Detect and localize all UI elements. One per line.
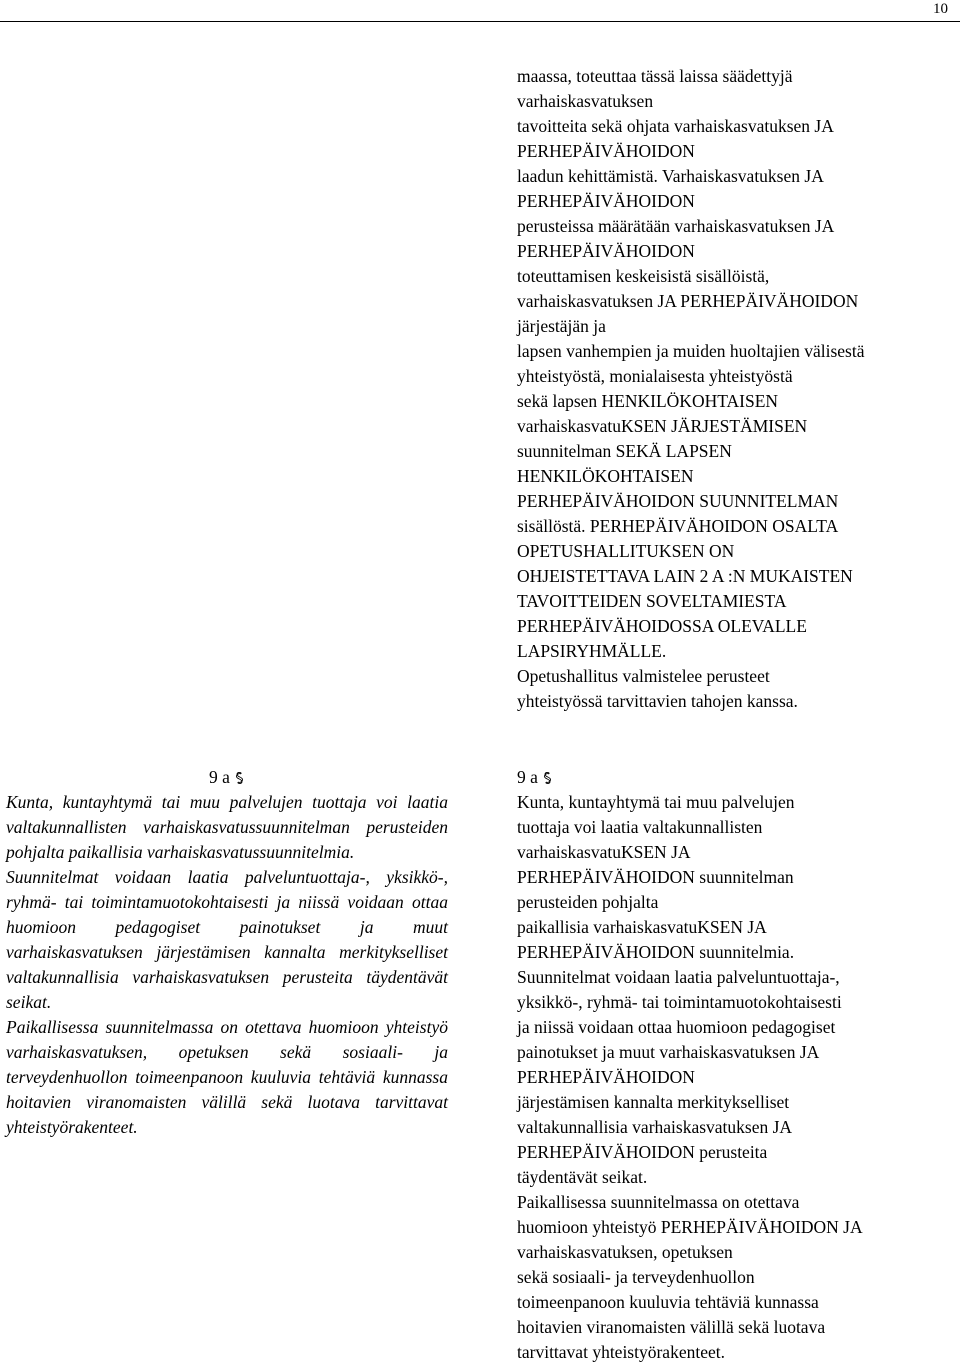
text-line: varhaiskasvatuksen, opetuksen (517, 1242, 733, 1262)
text-line: TAVOITTEIDEN SOVELTAMIESTA (517, 591, 787, 611)
text-line: OPETUSHALLITUKSEN ON (517, 541, 735, 561)
text-line: PERHEPÄIVÄHOIDON SUUNNITELMAN (517, 491, 839, 511)
page-number: 10 (933, 1, 948, 17)
text-line: Suunnitelmat voidaan laatia palveluntuottaja-, (517, 967, 840, 987)
text-line: LAPSIRYHMÄLLE. (517, 641, 667, 661)
text-line: toteuttamisen keskeisistä sisällöistä, (517, 266, 770, 286)
text-line: toimeenpanoon kuuluvia tehtäviä kunnassa (517, 1292, 819, 1312)
text-line: HENKILÖKOHTAISEN (517, 466, 694, 486)
text-line: huomioon yhteistyö PERHEPÄIVÄHOIDON JA (517, 1217, 863, 1237)
text-line: järjestäjän ja (517, 316, 606, 336)
text-line: maassa, toteuttaa tässä laissa säädettyjä (517, 66, 793, 86)
text-line: PERHEPÄIVÄHOIDON (517, 1067, 695, 1087)
text-line: valtakunnallisia varhaiskasvatuksen JA (517, 1117, 793, 1137)
text-line: lapsen vanhempien ja muiden huoltajien välisestä (517, 341, 865, 361)
text-line: PERHEPÄIVÄHOIDON (517, 241, 695, 261)
text-line: perusteissa määrätään varhaiskasvatuksen JA (517, 216, 835, 236)
text-line: yhteistyössä tarvittavien tahojen kanssa. (517, 691, 798, 711)
text-line: varhaiskasvatuKSEN JA (517, 842, 691, 862)
text-line: yksikkö-, ryhmä- tai toimintamuotokohtaisesti (517, 992, 842, 1012)
paragraph: Suunnitelmat voidaan laatia palveluntuottaja-, yksikkö-, ryhmä- tai toimintamuotokohtaisesti ja niissä voidaan ottaa huomioon pedagogiset painotukset ja muut varhaiskasvatuksen järjestämisen kannalta merkitykselliset valtakunnallisia varhaiskasvatuksen perusteita täydentävät seikat. (6, 867, 448, 1012)
text-line: Paikallisessa suunnitelmassa on otettava (517, 1192, 800, 1212)
text-line: perusteiden pohjalta (517, 892, 659, 912)
paragraph: Kunta, kuntayhtymä tai muu palvelujen tuottaja voi laatia valtakunnallisten varhaiskasvatussuunnitelman perusteiden pohjalta paikallisia varhaiskasvatussuunnitelmia. (6, 792, 448, 862)
section-sign-icon (234, 771, 245, 785)
text-line: tuottaja voi laatia valtakunnallisten (517, 817, 763, 837)
text-line: tavoitteita sekä ohjata varhaiskasvatuksen JA (517, 116, 834, 136)
text-line: painotukset ja muut varhaiskasvatuksen JA (517, 1042, 820, 1062)
section-sign-icon (542, 771, 553, 785)
section-number: 9 a (517, 767, 538, 787)
right-column-section-text (517, 765, 863, 1365)
text-line: yhteistyöstä, monialaisesta yhteistyöstä (517, 366, 793, 386)
text-line: Kunta, kuntayhtymä tai muu palvelujen (517, 792, 795, 812)
text-line: varhaiskasvatuksen JA PERHEPÄIVÄHOIDON (517, 291, 859, 311)
text-line: PERHEPÄIVÄHOIDON (517, 191, 695, 211)
section-number: 9 a (209, 767, 230, 787)
text-line: sekä lapsen HENKILÖKOHTAISEN (517, 391, 779, 411)
text-line: Opetushallitus valmistelee perusteet (517, 666, 770, 686)
text-line: täydentävät seikat. (517, 1167, 648, 1187)
section-heading (517, 765, 863, 790)
text-line: PERHEPÄIVÄHOIDON perusteita (517, 1142, 768, 1162)
text-line: sisällöstä. PERHEPÄIVÄHOIDON OSALTA (517, 516, 839, 536)
text-line: tarvittavat yhteistyörakenteet. (517, 1342, 725, 1362)
text-line: paikallisia varhaiskasvatuKSEN JA (517, 917, 767, 937)
text-line: laadun kehittämistä. Varhaiskasvatuksen JA (517, 166, 824, 186)
text-line: PERHEPÄIVÄHOIDON suunnitelmia. (517, 942, 795, 962)
section-heading (6, 765, 448, 790)
text-line: suunnitelman SEKÄ LAPSEN (517, 441, 732, 461)
paragraph: Paikallisessa suunnitelmassa on otettava huomioon yhteistyö varhaiskasvatuksen, opetuksen sekä sosiaali- ja terveydenhuollon toimeenpanoon kuuluvia tehtäviä kunnassa hoitavien viranomaisten välillä sekä luotava tarvittavat yhteistyörakenteet. (6, 1017, 448, 1137)
text-line: hoitavien viranomaisten välillä sekä luotava (517, 1317, 826, 1337)
header-rule (0, 21, 960, 22)
text-line: varhaiskasvatuksen (517, 91, 654, 111)
right-column-upper-text (517, 64, 864, 714)
left-column-section-text (6, 765, 448, 1140)
text-line: sekä sosiaali- ja terveydenhuollon (517, 1267, 755, 1287)
text-line: PERHEPÄIVÄHOIDON (517, 141, 695, 161)
text-line: ja niissä voidaan ottaa huomioon pedagogiset (517, 1017, 836, 1037)
text-line: PERHEPÄIVÄHOIDON suunnitelman (517, 867, 794, 887)
text-line: OHJEISTETTAVA LAIN 2 A :N MUKAISTEN (517, 566, 853, 586)
text-line: varhaiskasvatuKSEN JÄRJESTÄMISEN (517, 416, 808, 436)
text-line: PERHEPÄIVÄHOIDOSSA OLEVALLE (517, 616, 807, 636)
text-line: järjestämisen kannalta merkitykselliset (517, 1092, 790, 1112)
